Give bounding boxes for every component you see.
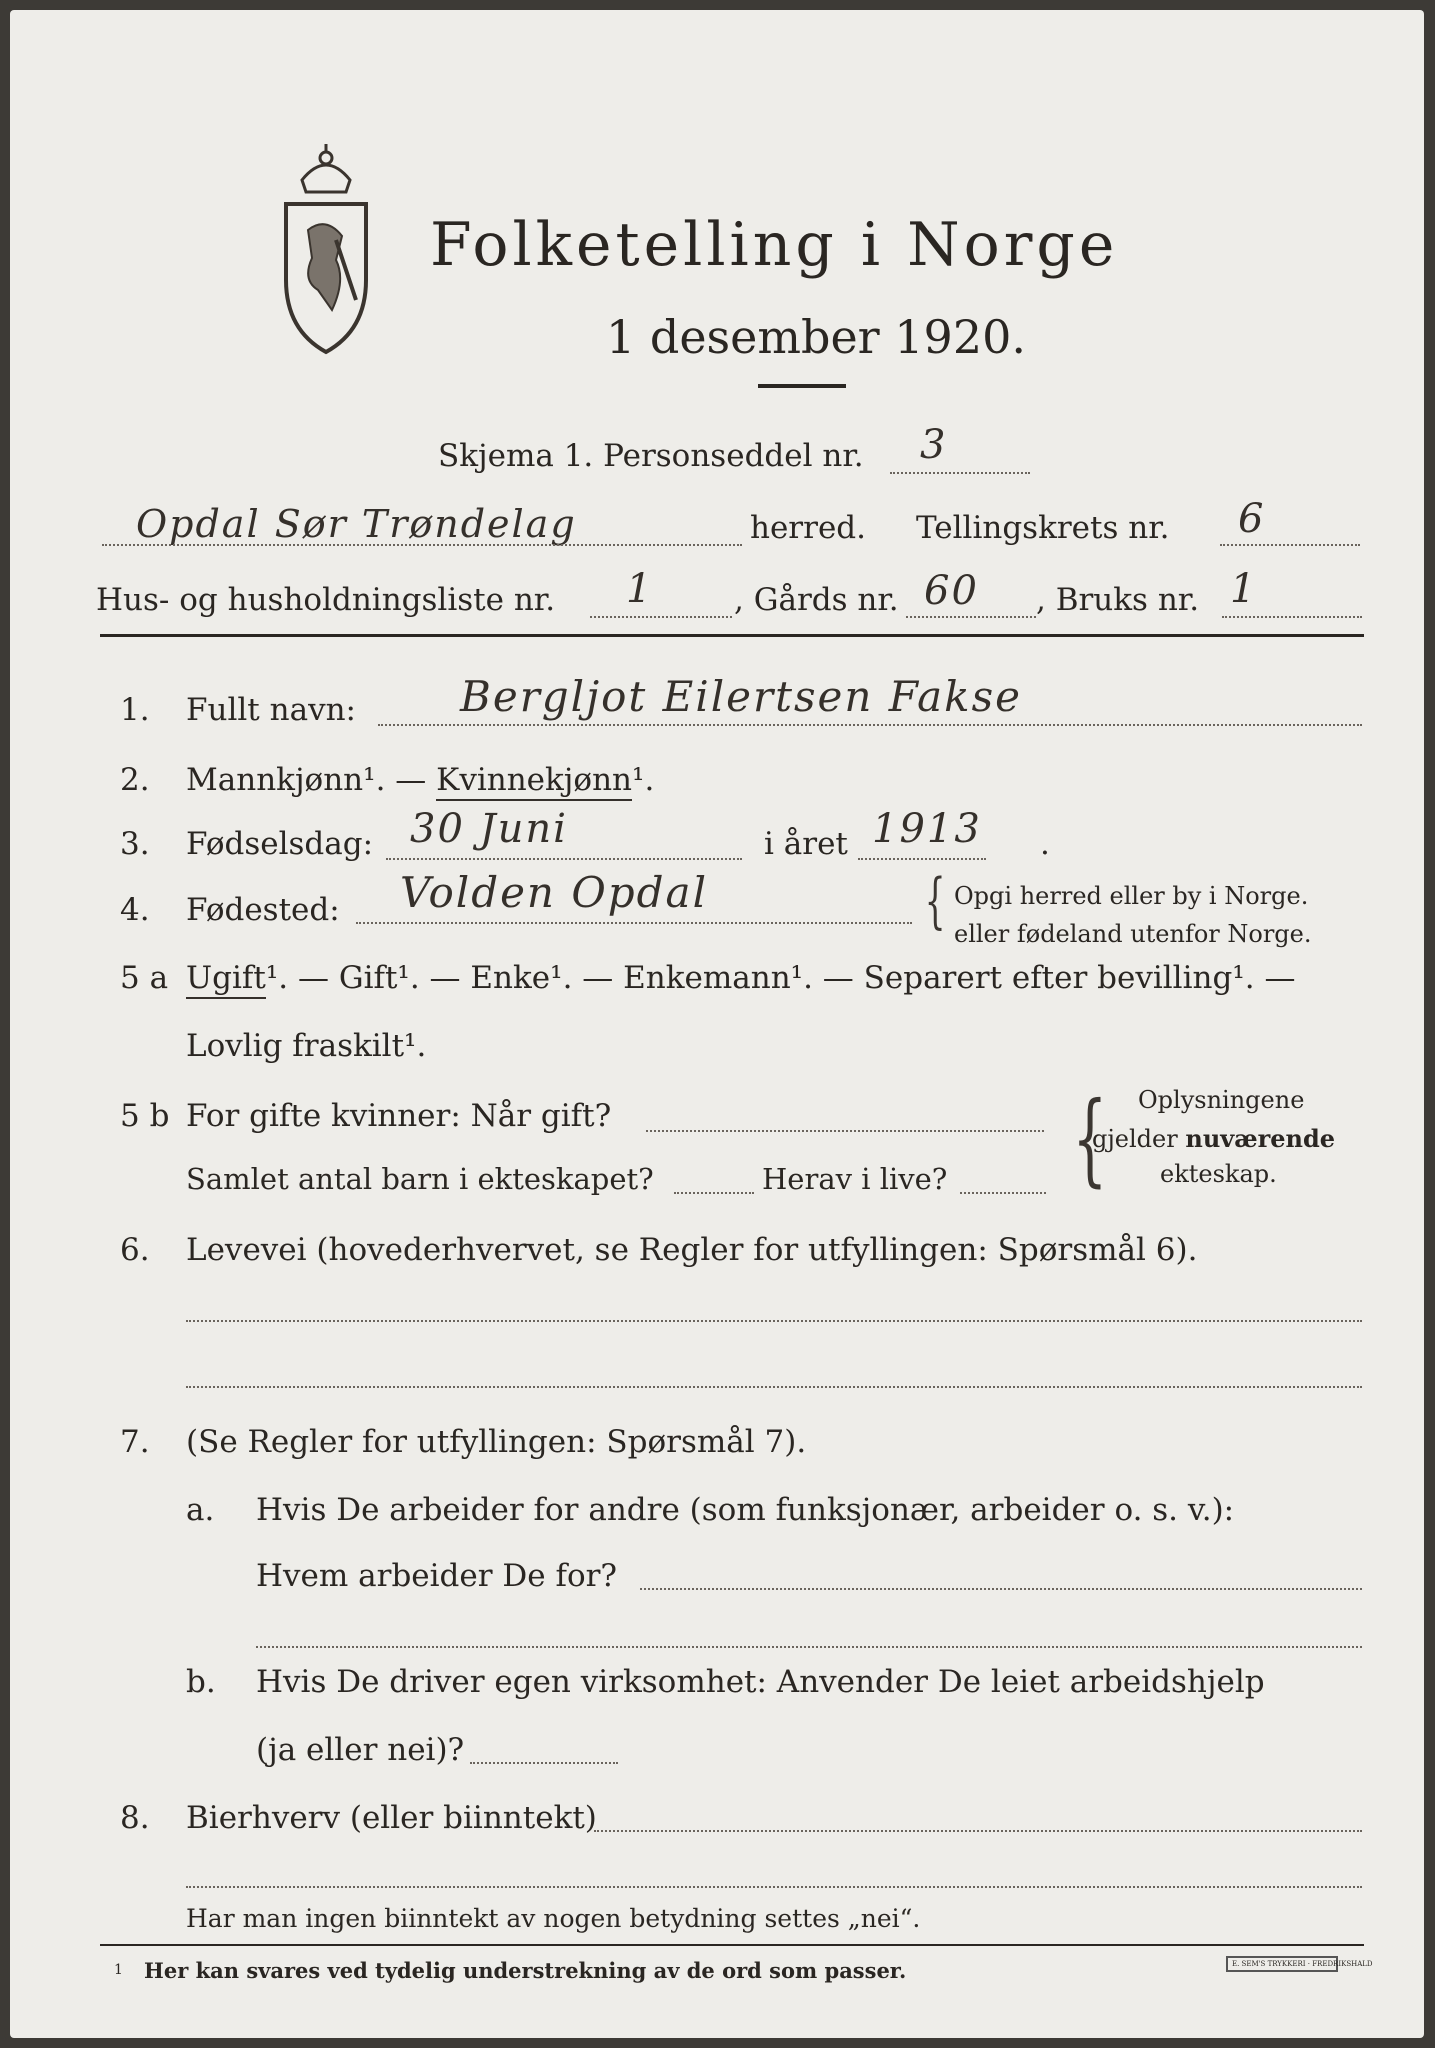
q4-brace: { bbox=[924, 866, 946, 936]
census-form-sheet bbox=[10, 10, 1424, 2038]
footnote-text: Her kan svares ved tydelig understrekning av de ord som passer. bbox=[144, 1958, 907, 1983]
schema-line bbox=[890, 472, 1030, 474]
header-rule bbox=[100, 634, 1364, 637]
employer-line bbox=[640, 1588, 1362, 1590]
year-line bbox=[858, 858, 986, 860]
form-title: Folketelling i Norge bbox=[430, 210, 1119, 280]
hus-label: Hus- og husholdningsliste nr. bbox=[96, 582, 556, 618]
q6-number: 6. bbox=[120, 1232, 150, 1268]
norway-coat-of-arms-icon bbox=[272, 140, 380, 360]
title-divider bbox=[758, 384, 846, 388]
full-name-value[interactable]: Bergljot Eilertsen Fakse bbox=[460, 672, 1022, 721]
q7b-line1: Hvis De driver egen virksomhet: Anvender De leiet arbeidshjelp bbox=[256, 1664, 1265, 1700]
q5b-alive-label: Herav i live? bbox=[762, 1162, 948, 1196]
q5a-line2: Lovlig fraskilt¹. bbox=[186, 1028, 427, 1064]
bruks-number[interactable]: 1 bbox=[1230, 566, 1258, 612]
female-sup: ¹. bbox=[632, 762, 655, 798]
q5b-note-gjelder: gjelder bbox=[1092, 1125, 1178, 1153]
birthday-line bbox=[386, 858, 742, 860]
bruks-label: , Bruks nr. bbox=[1036, 582, 1200, 618]
q3-label: Fødselsdag: bbox=[186, 826, 374, 862]
hired-help-line bbox=[470, 1762, 618, 1764]
female-option-underlined[interactable]: Kvinnekjønn bbox=[436, 762, 632, 801]
q5b-note-nuvaerende: nuværende bbox=[1185, 1124, 1336, 1153]
q7b-letter: b. bbox=[186, 1664, 216, 1700]
sex-options bbox=[186, 762, 654, 798]
no-income-note: Har man ingen biinntekt av nogen betydning settes „nei“. bbox=[186, 1904, 921, 1933]
q7b-line2: (ja eller nei)? bbox=[256, 1732, 465, 1768]
gards-line bbox=[906, 616, 1036, 618]
married-date-line bbox=[646, 1130, 1044, 1132]
census-date: 1 desember 1920. bbox=[606, 310, 1026, 364]
q5b-children-label: Samlet antal barn i ekteskapet? bbox=[186, 1162, 654, 1196]
hus-number[interactable]: 1 bbox=[626, 566, 654, 612]
q5b-brace: { bbox=[1072, 1080, 1108, 1197]
sex-separator: — bbox=[385, 762, 437, 798]
herred-line bbox=[102, 544, 742, 546]
q7-number: 7. bbox=[120, 1424, 150, 1460]
alive-line bbox=[960, 1192, 1046, 1194]
herred-label: herred. bbox=[750, 510, 866, 546]
birth-year-value[interactable]: 1913 bbox=[872, 806, 982, 852]
marital-other-options: ¹. — Gift¹. — Enke¹. — Enkemann¹. — Separert efter bevilling¹. — bbox=[265, 960, 1296, 996]
q6-label: Levevei (hovederhvervet, se Regler for utfyllingen: Spørsmål 6). bbox=[186, 1232, 1198, 1268]
herred-value[interactable]: Opdal Sør Trøndelag bbox=[136, 502, 577, 546]
q2-number: 2. bbox=[120, 762, 150, 798]
q4-number: 4. bbox=[120, 892, 150, 928]
birthplace-value[interactable]: Volden Opdal bbox=[400, 868, 709, 917]
q7a-line1: Hvis De arbeider for andre (som funksjonær, arbeider o. s. v.): bbox=[256, 1492, 1235, 1528]
hus-line bbox=[590, 616, 732, 618]
marital-options bbox=[186, 960, 1295, 996]
side-income-line bbox=[594, 1830, 1362, 1832]
q5b-married-label: For gifte kvinner: Når gift? bbox=[186, 1098, 612, 1134]
q5b-number: 5 b bbox=[120, 1098, 170, 1134]
gards-label: , Gårds nr. bbox=[734, 582, 899, 618]
q1-number: 1. bbox=[120, 692, 150, 728]
ugift-option-underlined[interactable]: Ugift bbox=[186, 960, 266, 999]
q6-answer-line2 bbox=[186, 1386, 1362, 1388]
printer-stamp: E. SEM'S TRYKKERI · FREDRIKSHALD bbox=[1226, 1956, 1338, 1972]
bruks-line bbox=[1222, 616, 1362, 618]
children-line bbox=[674, 1192, 754, 1194]
q4-label: Fødested: bbox=[186, 892, 340, 928]
krets-label: Tellingskrets nr. bbox=[916, 510, 1170, 546]
q1-line bbox=[378, 724, 1362, 726]
q4-note-line2: eller fødeland utenfor Norge. bbox=[954, 920, 1312, 948]
employer-line2 bbox=[256, 1646, 1362, 1648]
birthplace-line bbox=[356, 922, 912, 924]
q7-label: (Se Regler for utfyllingen: Spørsmål 7). bbox=[186, 1424, 807, 1460]
q3-end-dot: . bbox=[1040, 826, 1050, 862]
year-label: i året bbox=[764, 826, 848, 862]
q5b-note-line3: ekteskap. bbox=[1160, 1160, 1277, 1188]
q7a-line2: Hvem arbeider De for? bbox=[256, 1558, 618, 1594]
schema-label: Skjema 1. Personseddel nr. bbox=[438, 438, 864, 474]
q8-number: 8. bbox=[120, 1800, 150, 1836]
q8-label: Bierhverv (eller biinntekt) bbox=[186, 1800, 597, 1836]
krets-line bbox=[1220, 544, 1360, 546]
footer-rule bbox=[100, 1944, 1364, 1946]
krets-number[interactable]: 6 bbox=[1238, 496, 1266, 542]
q1-label: Fullt navn: bbox=[186, 692, 356, 728]
footnote-number: 1 bbox=[114, 1962, 123, 1978]
male-option[interactable]: Mannkjønn¹. bbox=[186, 762, 386, 798]
q7a-letter: a. bbox=[186, 1492, 215, 1528]
q6-answer-line1 bbox=[186, 1320, 1362, 1322]
q5a-number: 5 a bbox=[120, 960, 169, 996]
q5b-note-line2 bbox=[1092, 1124, 1335, 1153]
gards-number[interactable]: 60 bbox=[924, 568, 979, 614]
q4-note-line1: Opgi herred eller by i Norge. bbox=[954, 882, 1309, 910]
birthday-value[interactable]: 30 Juni bbox=[410, 806, 568, 852]
q3-number: 3. bbox=[120, 826, 150, 862]
q5b-note-line1: Oplysningene bbox=[1138, 1086, 1305, 1114]
personseddel-number[interactable]: 3 bbox=[920, 422, 948, 468]
side-income-line2 bbox=[186, 1886, 1362, 1888]
